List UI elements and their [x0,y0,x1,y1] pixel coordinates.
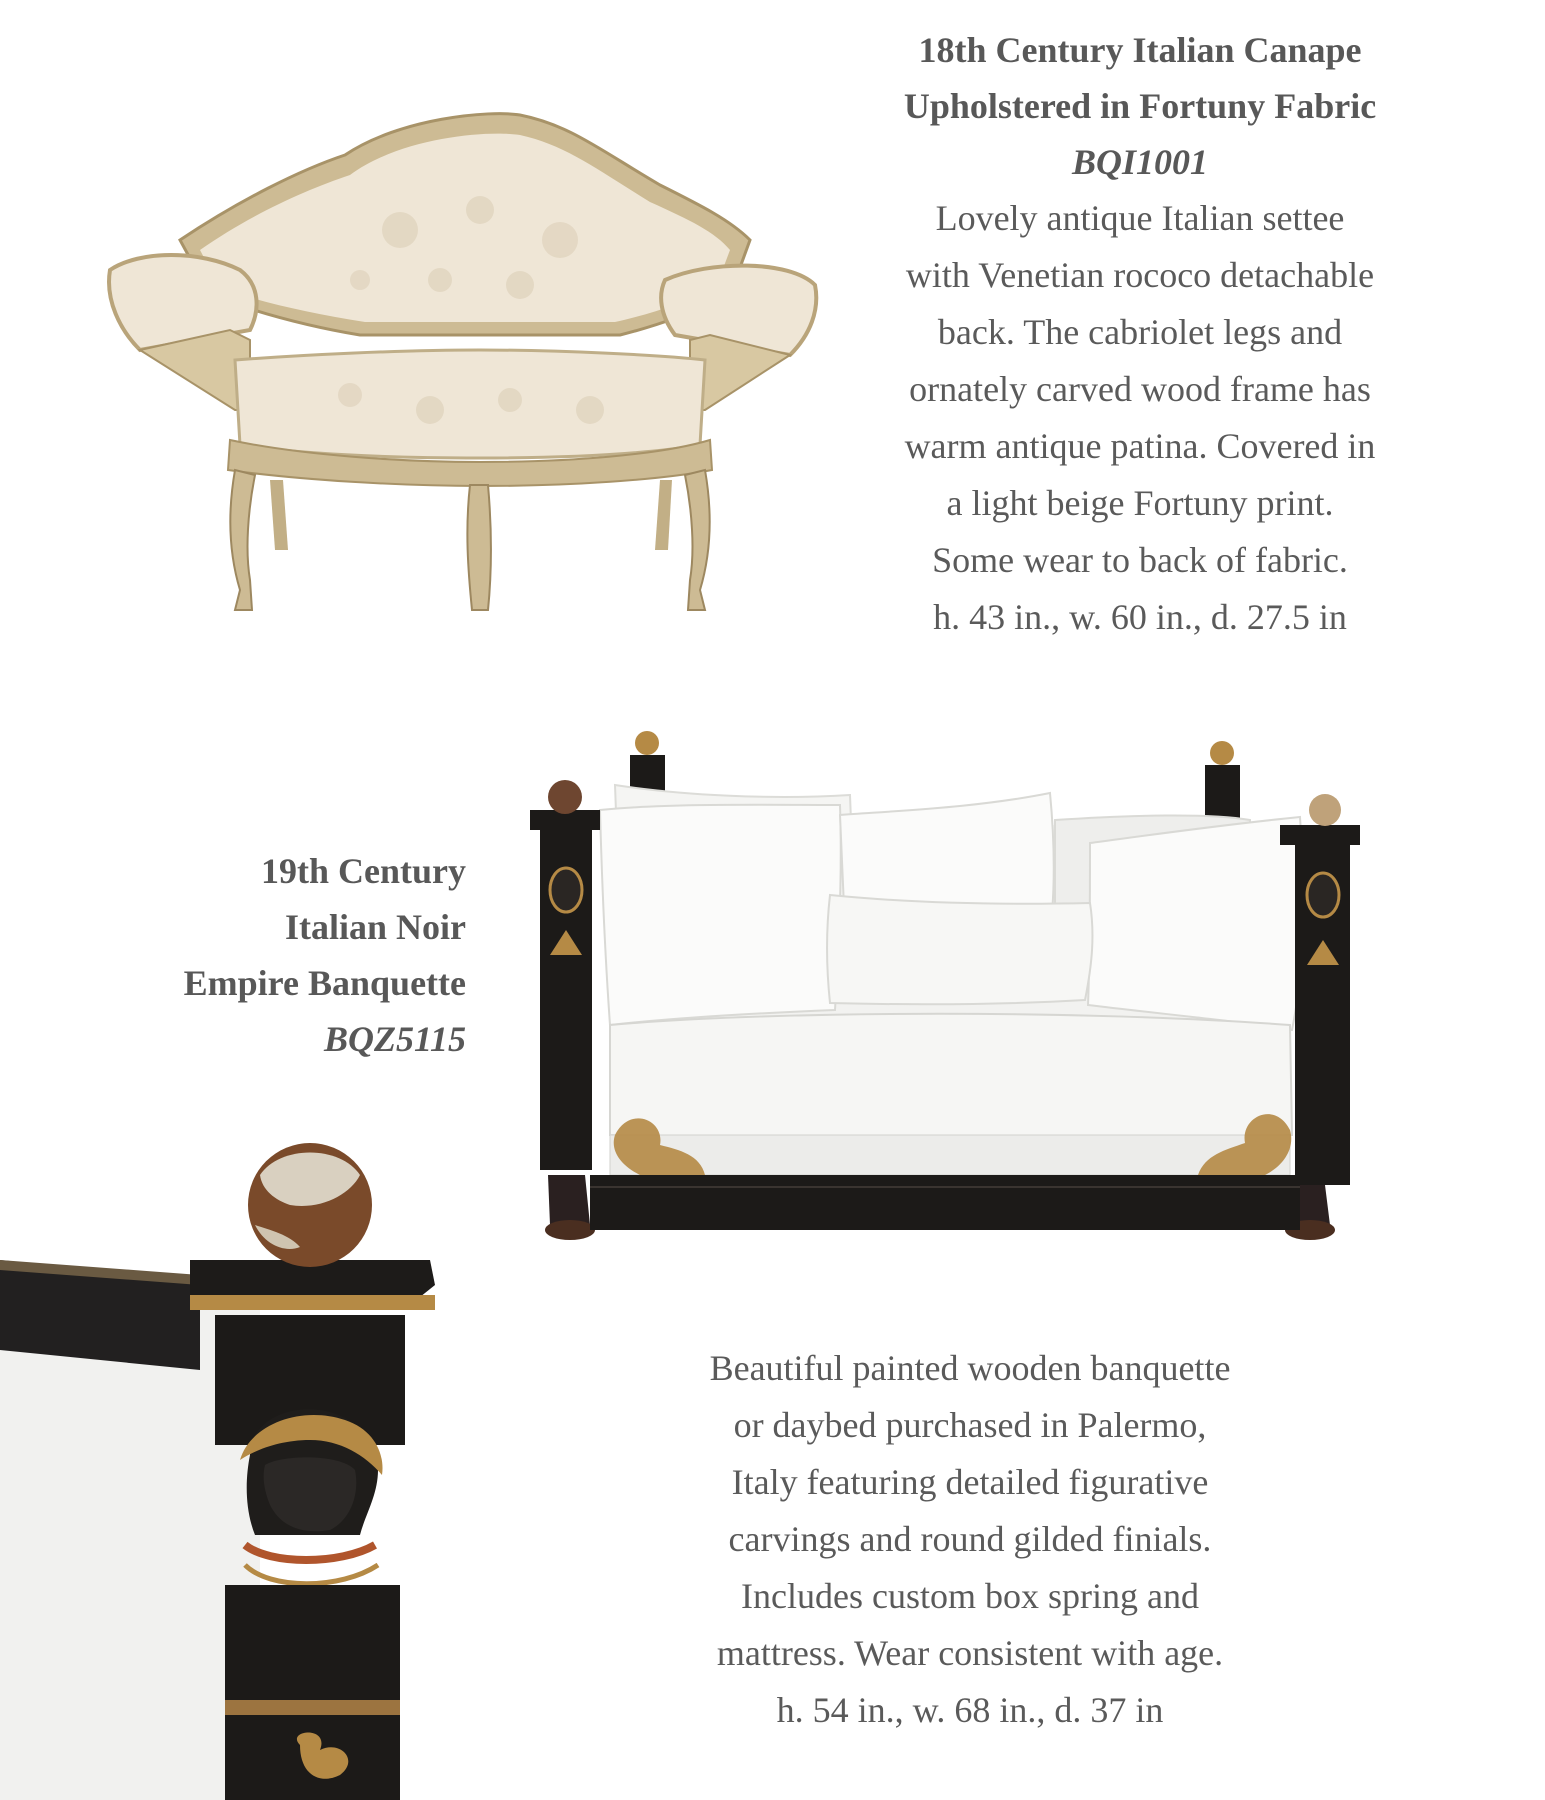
canape-photo [100,110,840,640]
finial-detail-photo [0,1135,440,1800]
product-title: Empire Banquette [183,963,466,1003]
dimensions: h. 43 in., w. 60 in., d. 27.5 in [933,597,1347,637]
description-line: warm antique patina. Covered in [904,426,1376,466]
description-line: or daybed purchased in Palermo, [733,1405,1207,1445]
description-line: carvings and round gilded finials. [728,1519,1212,1559]
product-title: 18th Century Italian Canape [918,30,1362,70]
banquette-photo [530,725,1370,1305]
dimensions: h. 54 in., w. 68 in., d. 37 in [776,1690,1164,1730]
description-line: with Venetian rococo detachable [905,255,1375,295]
product-title: 19th Century [261,851,466,891]
description-line: Lovely antique Italian settee [935,198,1345,238]
description-line: Some wear to back of fabric. [932,540,1348,580]
description-line: back. The cabriolet legs and [937,312,1343,352]
description-line: mattress. Wear consistent with age. [716,1633,1224,1673]
product-title: Italian Noir [284,907,466,947]
description-line: ornately carved wood frame has [909,369,1371,409]
product-title: Upholstered in Fortuny Fabric [903,86,1377,126]
canape-listing [840,22,1440,646]
description-line: a light beige Fortuny print. [946,483,1334,523]
description-line: Italy featuring detailed figurative [731,1462,1209,1502]
banquette-listing [630,1340,1310,1739]
banquette-heading [100,843,466,1067]
product-sku: BQI1001 [1071,142,1209,182]
description-line: Includes custom box spring and [741,1576,1199,1616]
product-sku: BQZ5115 [323,1019,466,1059]
description-line: Beautiful painted wooden banquette [709,1348,1231,1388]
